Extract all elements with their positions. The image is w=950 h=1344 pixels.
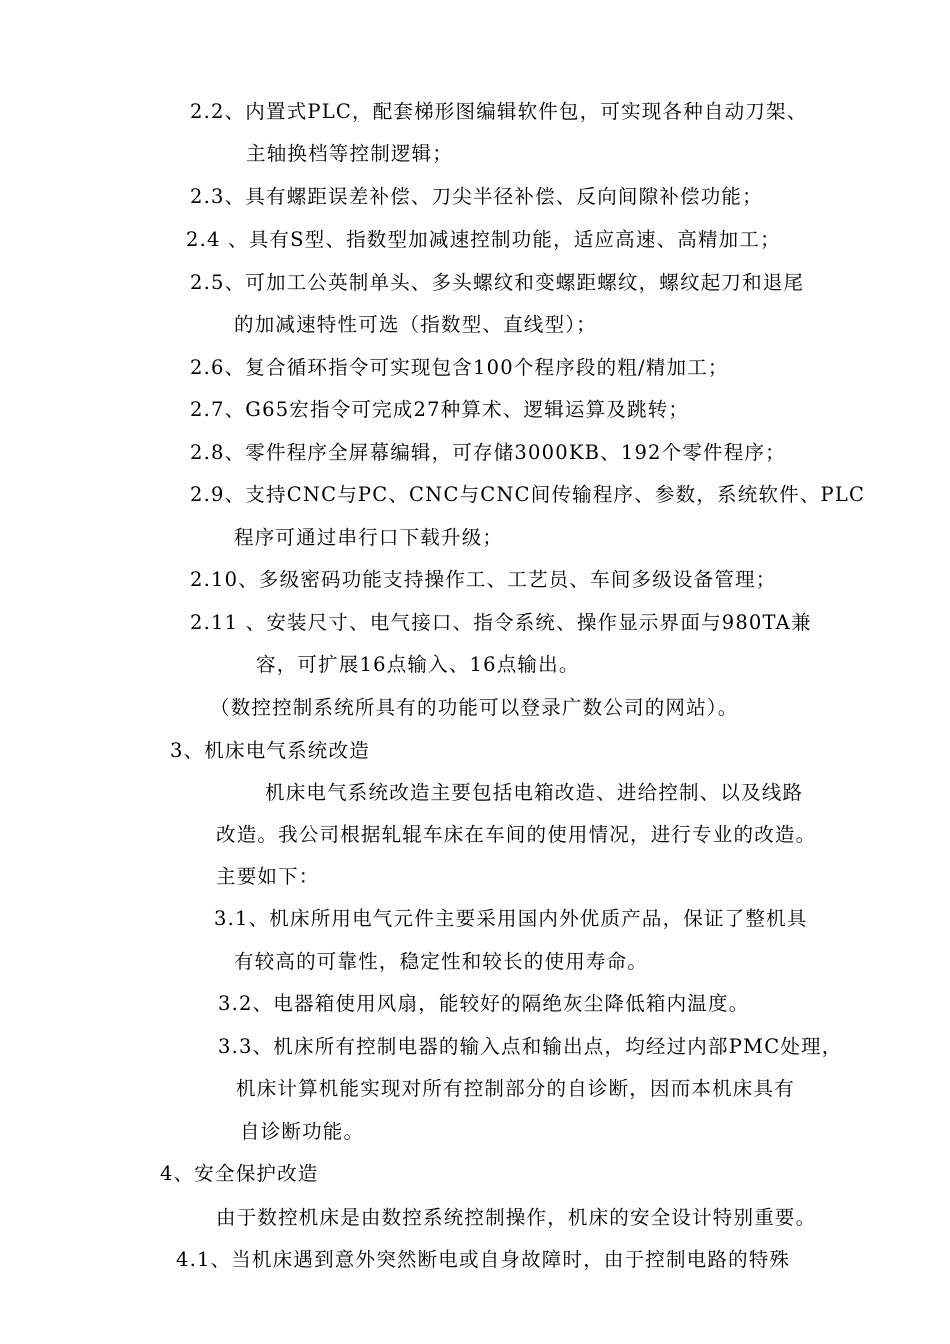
item-3-3-line-2: 机床计算机能实现对所有控制部分的自诊断，因而本机床具有 — [236, 1077, 795, 1100]
item-2-9-line-1: 2.9、支持CNC与PC、CNC与CNC间传输程序、参数，系统软件、PLC — [190, 483, 866, 506]
item-2-2-line-2: 主轴换档等控制逻辑； — [246, 142, 454, 165]
item-3-2: 3.2、电器箱使用风扇，能较好的隔绝灰尘降低箱内温度。 — [218, 992, 750, 1015]
item-3-3-line-3: 自诊断功能。 — [240, 1120, 365, 1143]
item-2-7: 2.7、G65宏指令可完成27种算术、逻辑运算及跳转； — [190, 398, 690, 421]
section-3-para-line-1: 机床电气系统改造主要包括电箱改造、进给控制、以及线路 — [265, 781, 804, 804]
section-4-intro: 由于数控机床是由数控系统控制操作，机床的安全设计特别重要。 — [216, 1206, 817, 1229]
section-3-para-line-3: 主要如下： — [216, 865, 320, 888]
item-2-2-line-1: 2.2、内置式PLC，配套梯形图编辑软件包，可实现各种自动刀架、 — [190, 100, 808, 123]
section-3-para-line-2: 改造。我公司根据轧辊车床在车间的使用情况，进行专业的改造。 — [216, 823, 817, 846]
system-function-note: （数控控制系统所具有的功能可以登录广数公司的网站）。 — [210, 696, 739, 719]
item-3-3-line-1: 3.3、机床所有控制电器的输入点和输出点，均经过内部PMC处理， — [218, 1035, 843, 1058]
item-2-6: 2.6、复合循环指令可实现包含100个程序段的粗/精加工； — [190, 356, 729, 379]
item-2-11-line-2: 容，可扩展16点输入、16点输出。 — [256, 653, 580, 676]
item-2-5-line-2: 的加减速特性可选（指数型、直线型）； — [234, 313, 597, 336]
item-2-10: 2.10、多级密码功能支持操作工、工艺员、车间多级设备管理； — [190, 568, 777, 591]
section-3-heading: 3、机床电气系统改造 — [170, 739, 370, 762]
item-2-3: 2.3、具有螺距误差补偿、刀尖半径补偿、反向间隙补偿功能； — [190, 185, 763, 208]
item-2-5-line-1: 2.5、可加工公英制单头、多头螺纹和变螺距螺纹，螺纹起刀和退尾 — [190, 271, 805, 294]
section-4-heading: 4、安全保护改造 — [160, 1162, 319, 1185]
item-3-1-line-2: 有较高的可靠性，稳定性和较长的使用寿命。 — [234, 950, 649, 973]
item-4-1-line-1: 4.1、当机床遇到意外突然断电或自身故障时，由于控制电路的特殊 — [176, 1248, 791, 1271]
item-2-4: 2.4 、具有S型、指数型加减速控制功能，适应高速、高精加工； — [186, 228, 781, 251]
item-2-9-line-2: 程序可通过串行口下载升级； — [234, 526, 504, 549]
item-2-8: 2.8、零件程序全屏幕编辑，可存储3000KB、192个零件程序； — [190, 441, 786, 464]
item-2-11-line-1: 2.11 、安装尺寸、电气接口、指令系统、操作显示界面与980TA兼 — [190, 611, 812, 634]
item-3-1-line-1: 3.1、机床所用电气元件主要采用国内外优质产品，保证了整机具 — [214, 907, 808, 930]
